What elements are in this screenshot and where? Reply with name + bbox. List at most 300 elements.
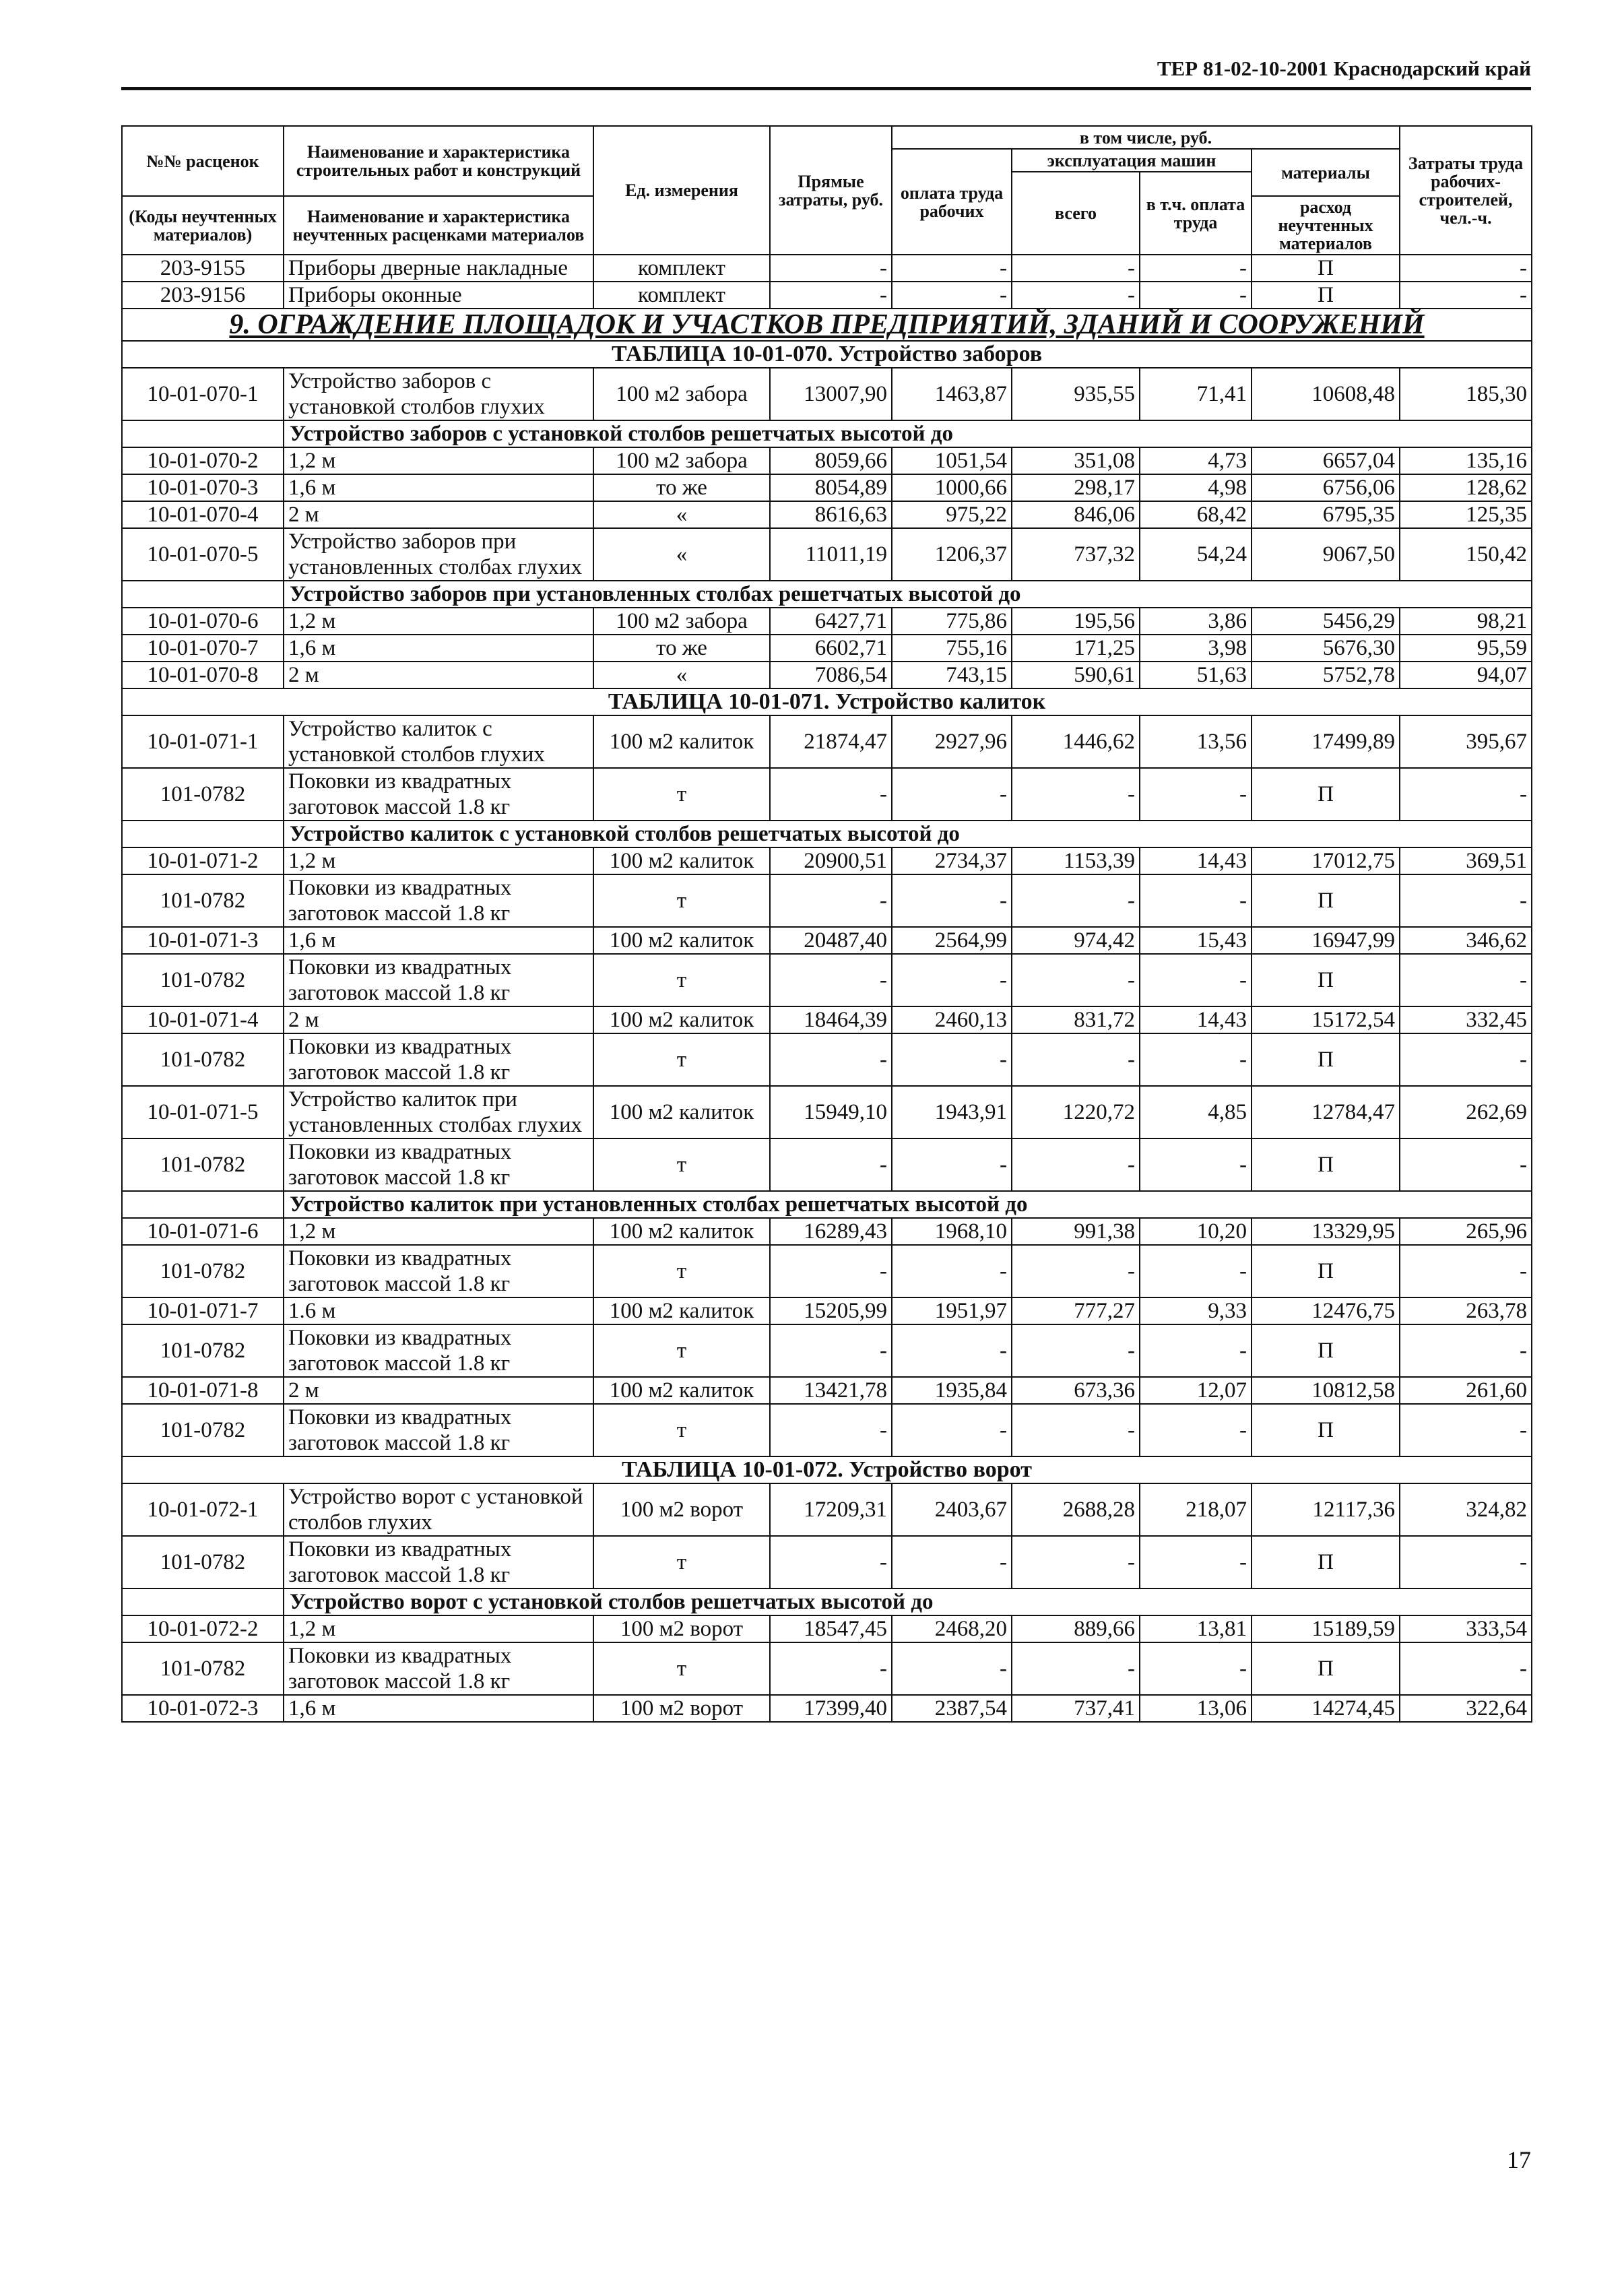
machines-total: 935,55 bbox=[1012, 368, 1140, 420]
labor-pay: - bbox=[892, 954, 1012, 1006]
unit-of-measure: 100 м2 калиток bbox=[593, 1218, 770, 1245]
direct-costs: - bbox=[770, 874, 892, 927]
labor-pay: 755,16 bbox=[892, 635, 1012, 662]
work-name: 2 м bbox=[284, 1006, 593, 1033]
machines-labor: 51,63 bbox=[1140, 662, 1252, 688]
rate-code: 10-01-071-6 bbox=[122, 1218, 284, 1245]
group-code-cell bbox=[122, 821, 284, 847]
materials-cost: П bbox=[1252, 255, 1400, 282]
machines-total: - bbox=[1012, 1324, 1140, 1377]
materials-cost: 9067,50 bbox=[1252, 528, 1400, 581]
table-row bbox=[122, 715, 1532, 768]
col-labor-pay: оплата труда рабочих bbox=[892, 149, 1012, 255]
labor-pay: 1951,97 bbox=[892, 1297, 1012, 1324]
labor-pay: 1206,37 bbox=[892, 528, 1012, 581]
work-name: Поковки из квадратных заготовок массой 1.8 кг bbox=[284, 768, 593, 821]
group-code-cell bbox=[122, 1191, 284, 1218]
machines-labor: 3,98 bbox=[1140, 635, 1252, 662]
labor-pay: 743,15 bbox=[892, 662, 1012, 688]
labor-hours: 98,21 bbox=[1400, 608, 1532, 635]
table-row bbox=[122, 1404, 1532, 1456]
table-header bbox=[122, 126, 1532, 255]
labor-pay: 2387,54 bbox=[892, 1695, 1012, 1722]
rate-code: 10-01-071-3 bbox=[122, 927, 284, 954]
rate-code: 10-01-072-1 bbox=[122, 1483, 284, 1536]
machines-labor: - bbox=[1140, 1536, 1252, 1588]
rates-table bbox=[121, 125, 1532, 1723]
direct-costs: 7086,54 bbox=[770, 662, 892, 688]
labor-hours: - bbox=[1400, 282, 1532, 309]
work-name: Поковки из квадратных заготовок массой 1.8 кг bbox=[284, 1642, 593, 1695]
materials-cost: 17012,75 bbox=[1252, 847, 1400, 874]
labor-pay: 1968,10 bbox=[892, 1218, 1012, 1245]
materials-cost: 5456,29 bbox=[1252, 608, 1400, 635]
machines-labor: 12,07 bbox=[1140, 1377, 1252, 1404]
work-name: 1,6 м bbox=[284, 635, 593, 662]
table-row bbox=[122, 528, 1532, 581]
machines-total: 974,42 bbox=[1012, 927, 1140, 954]
materials-cost: П bbox=[1252, 1404, 1400, 1456]
direct-costs: - bbox=[770, 282, 892, 309]
unit-of-measure: комплект bbox=[593, 282, 770, 309]
table-row bbox=[122, 447, 1532, 474]
labor-pay: 2564,99 bbox=[892, 927, 1012, 954]
machines-total: 171,25 bbox=[1012, 635, 1140, 662]
machines-labor: 68,42 bbox=[1140, 501, 1252, 528]
unit-of-measure: 100 м2 калиток bbox=[593, 927, 770, 954]
direct-costs: 11011,19 bbox=[770, 528, 892, 581]
rate-code: 10-01-070-5 bbox=[122, 528, 284, 581]
work-name: Поковки из квадратных заготовок массой 1.8 кг bbox=[284, 1404, 593, 1456]
rate-code: 10-01-070-7 bbox=[122, 635, 284, 662]
direct-costs: 8616,63 bbox=[770, 501, 892, 528]
col-direct: Прямые затраты, руб. bbox=[770, 126, 892, 255]
machines-labor: 13,06 bbox=[1140, 1695, 1252, 1722]
table-row bbox=[122, 1324, 1532, 1377]
machines-labor: 3,86 bbox=[1140, 608, 1252, 635]
col-name-bottom: Наименование и характеристика неучтенных расценками материалов bbox=[284, 196, 593, 255]
labor-hours: - bbox=[1400, 255, 1532, 282]
rate-code: 10-01-071-7 bbox=[122, 1297, 284, 1324]
machines-total: 991,38 bbox=[1012, 1218, 1140, 1245]
direct-costs: 18464,39 bbox=[770, 1006, 892, 1033]
rate-code: 101-0782 bbox=[122, 768, 284, 821]
table-row bbox=[122, 1218, 1532, 1245]
labor-hours: - bbox=[1400, 1642, 1532, 1695]
group-row bbox=[122, 581, 1532, 608]
section-heading: 9. ОГРАЖДЕНИЕ ПЛОЩАДОК И УЧАСТКОВ ПРЕДПРИЯТИЙ, ЗДАНИЙ И СООРУЖЕНИЙ bbox=[122, 309, 1532, 341]
machines-labor: 4,98 bbox=[1140, 474, 1252, 501]
labor-hours: 369,51 bbox=[1400, 847, 1532, 874]
table-row bbox=[122, 255, 1532, 282]
machines-labor: 218,07 bbox=[1140, 1483, 1252, 1536]
labor-hours: 395,67 bbox=[1400, 715, 1532, 768]
machines-labor: - bbox=[1140, 1245, 1252, 1297]
machines-labor: 4,85 bbox=[1140, 1086, 1252, 1138]
work-name: Поковки из квадратных заготовок массой 1.8 кг bbox=[284, 1033, 593, 1086]
col-unit: Ед. измерения bbox=[593, 126, 770, 255]
work-name: 1,2 м bbox=[284, 447, 593, 474]
materials-cost: 16947,99 bbox=[1252, 927, 1400, 954]
work-name: Приборы дверные накладные bbox=[284, 255, 593, 282]
unit-of-measure: « bbox=[593, 528, 770, 581]
machines-labor: 13,81 bbox=[1140, 1615, 1252, 1642]
page-number: 17 bbox=[1507, 2146, 1531, 2173]
machines-total: 737,32 bbox=[1012, 528, 1140, 581]
materials-cost: 6756,06 bbox=[1252, 474, 1400, 501]
rate-code: 10-01-072-3 bbox=[122, 1695, 284, 1722]
table-row bbox=[122, 662, 1532, 688]
direct-costs: - bbox=[770, 954, 892, 1006]
work-name: 1,2 м bbox=[284, 608, 593, 635]
labor-hours: 262,69 bbox=[1400, 1086, 1532, 1138]
work-name: 2 м bbox=[284, 662, 593, 688]
unit-of-measure: 100 м2 калиток bbox=[593, 1377, 770, 1404]
materials-cost: 15189,59 bbox=[1252, 1615, 1400, 1642]
col-labor-hours: Затраты труда рабочих-строителей, чел.-ч. bbox=[1400, 126, 1532, 255]
direct-costs: 17209,31 bbox=[770, 1483, 892, 1536]
direct-costs: - bbox=[770, 1033, 892, 1086]
machines-total: 1446,62 bbox=[1012, 715, 1140, 768]
table-row bbox=[122, 635, 1532, 662]
machines-labor: - bbox=[1140, 255, 1252, 282]
col-materials: материалы bbox=[1252, 149, 1400, 196]
unit-of-measure: 100 м2 забора bbox=[593, 608, 770, 635]
work-name: 1,2 м bbox=[284, 1218, 593, 1245]
table-title: ТАБЛИЦА 10-01-070. Устройство заборов bbox=[122, 341, 1532, 368]
work-name: 1,2 м bbox=[284, 1615, 593, 1642]
unit-of-measure: т bbox=[593, 768, 770, 821]
table-title-row bbox=[122, 688, 1532, 715]
work-name: Устройство заборов с установкой столбов глухих bbox=[284, 368, 593, 420]
group-code-cell bbox=[122, 581, 284, 608]
machines-total: 298,17 bbox=[1012, 474, 1140, 501]
machines-labor: - bbox=[1140, 1404, 1252, 1456]
machines-labor: - bbox=[1140, 768, 1252, 821]
group-row bbox=[122, 420, 1532, 447]
group-row bbox=[122, 1588, 1532, 1615]
labor-hours: - bbox=[1400, 1138, 1532, 1191]
work-name: 2 м bbox=[284, 1377, 593, 1404]
labor-hours: 265,96 bbox=[1400, 1218, 1532, 1245]
unit-of-measure: т bbox=[593, 1404, 770, 1456]
materials-cost: 17499,89 bbox=[1252, 715, 1400, 768]
materials-cost: 10608,48 bbox=[1252, 368, 1400, 420]
machines-labor: 4,73 bbox=[1140, 447, 1252, 474]
rate-code: 10-01-071-4 bbox=[122, 1006, 284, 1033]
machines-total: - bbox=[1012, 282, 1140, 309]
machines-labor: 14,43 bbox=[1140, 847, 1252, 874]
rate-code: 101-0782 bbox=[122, 874, 284, 927]
machines-total: - bbox=[1012, 1138, 1140, 1191]
direct-costs: 18547,45 bbox=[770, 1615, 892, 1642]
materials-cost: П bbox=[1252, 282, 1400, 309]
col-materials-sub: расход неучтенных материалов bbox=[1252, 196, 1400, 255]
direct-costs: 13007,90 bbox=[770, 368, 892, 420]
labor-pay: 2403,67 bbox=[892, 1483, 1012, 1536]
labor-hours: 322,64 bbox=[1400, 1695, 1532, 1722]
rate-code: 203-9156 bbox=[122, 282, 284, 309]
materials-cost: 5676,30 bbox=[1252, 635, 1400, 662]
table-row bbox=[122, 927, 1532, 954]
work-name: 1.6 м bbox=[284, 1297, 593, 1324]
unit-of-measure: то же bbox=[593, 474, 770, 501]
machines-labor: 10,20 bbox=[1140, 1218, 1252, 1245]
materials-cost: П bbox=[1252, 768, 1400, 821]
table-row bbox=[122, 608, 1532, 635]
labor-hours: - bbox=[1400, 1033, 1532, 1086]
table-row bbox=[122, 1483, 1532, 1536]
labor-hours: 261,60 bbox=[1400, 1377, 1532, 1404]
direct-costs: - bbox=[770, 255, 892, 282]
machines-total: - bbox=[1012, 874, 1140, 927]
table-row bbox=[122, 874, 1532, 927]
table-row bbox=[122, 1006, 1532, 1033]
work-name: Устройство калиток при установленных столбах глухих bbox=[284, 1086, 593, 1138]
group-row bbox=[122, 1191, 1532, 1218]
direct-costs: - bbox=[770, 1245, 892, 1297]
table-title: ТАБЛИЦА 10-01-071. Устройство калиток bbox=[122, 688, 1532, 715]
machines-total: - bbox=[1012, 954, 1140, 1006]
unit-of-measure: « bbox=[593, 501, 770, 528]
rate-code: 101-0782 bbox=[122, 1324, 284, 1377]
materials-cost: П bbox=[1252, 1245, 1400, 1297]
materials-cost: 5752,78 bbox=[1252, 662, 1400, 688]
labor-pay: - bbox=[892, 1536, 1012, 1588]
labor-hours: - bbox=[1400, 1245, 1532, 1297]
rate-code: 101-0782 bbox=[122, 1033, 284, 1086]
direct-costs: - bbox=[770, 1324, 892, 1377]
work-name: Приборы оконные bbox=[284, 282, 593, 309]
table-row bbox=[122, 1536, 1532, 1588]
machines-labor: 14,43 bbox=[1140, 1006, 1252, 1033]
machines-total: 351,08 bbox=[1012, 447, 1140, 474]
machines-total: - bbox=[1012, 1033, 1140, 1086]
unit-of-measure: 100 м2 калиток bbox=[593, 1006, 770, 1033]
labor-hours: 185,30 bbox=[1400, 368, 1532, 420]
materials-cost: 15172,54 bbox=[1252, 1006, 1400, 1033]
work-name: Поковки из квадратных заготовок массой 1.8 кг bbox=[284, 1245, 593, 1297]
work-name: Устройство калиток с установкой столбов глухих bbox=[284, 715, 593, 768]
machines-total: - bbox=[1012, 1536, 1140, 1588]
table-row bbox=[122, 501, 1532, 528]
group-code-cell bbox=[122, 420, 284, 447]
machines-total: 831,72 bbox=[1012, 1006, 1140, 1033]
machines-total: 737,41 bbox=[1012, 1695, 1140, 1722]
rate-code: 101-0782 bbox=[122, 1245, 284, 1297]
machines-total: 673,36 bbox=[1012, 1377, 1140, 1404]
materials-cost: 12476,75 bbox=[1252, 1297, 1400, 1324]
direct-costs: 13421,78 bbox=[770, 1377, 892, 1404]
col-code-bottom: (Коды неучтенных материалов) bbox=[122, 196, 284, 255]
machines-total: 889,66 bbox=[1012, 1615, 1140, 1642]
machines-total: 195,56 bbox=[1012, 608, 1140, 635]
table-body bbox=[122, 255, 1532, 1722]
col-code-top: №№ расценок bbox=[122, 126, 284, 196]
rate-code: 10-01-070-1 bbox=[122, 368, 284, 420]
rate-code: 10-01-072-2 bbox=[122, 1615, 284, 1642]
table-title-row bbox=[122, 1456, 1532, 1483]
direct-costs: 20487,40 bbox=[770, 927, 892, 954]
labor-pay: 1463,87 bbox=[892, 368, 1012, 420]
labor-hours: 333,54 bbox=[1400, 1615, 1532, 1642]
rate-code: 101-0782 bbox=[122, 1138, 284, 1191]
labor-pay: 775,86 bbox=[892, 608, 1012, 635]
labor-pay: - bbox=[892, 768, 1012, 821]
table-row bbox=[122, 1138, 1532, 1191]
work-name: Поковки из квадратных заготовок массой 1.8 кг bbox=[284, 1138, 593, 1191]
machines-labor: - bbox=[1140, 1138, 1252, 1191]
unit-of-measure: 100 м2 калиток bbox=[593, 1086, 770, 1138]
rate-code: 10-01-071-2 bbox=[122, 847, 284, 874]
machines-total: 1220,72 bbox=[1012, 1086, 1140, 1138]
direct-costs: 20900,51 bbox=[770, 847, 892, 874]
direct-costs: 21874,47 bbox=[770, 715, 892, 768]
col-machines-labor: в т.ч. оплата труда bbox=[1140, 172, 1252, 255]
machines-labor: - bbox=[1140, 1324, 1252, 1377]
machines-labor: - bbox=[1140, 1642, 1252, 1695]
rate-code: 101-0782 bbox=[122, 1404, 284, 1456]
labor-pay: - bbox=[892, 874, 1012, 927]
labor-hours: - bbox=[1400, 768, 1532, 821]
direct-costs: 8054,89 bbox=[770, 474, 892, 501]
group-heading: Устройство ворот с установкой столбов решетчатых высотой до bbox=[284, 1588, 1532, 1615]
labor-pay: - bbox=[892, 282, 1012, 309]
table-row bbox=[122, 1245, 1532, 1297]
rate-code: 10-01-070-3 bbox=[122, 474, 284, 501]
labor-pay: 1943,91 bbox=[892, 1086, 1012, 1138]
labor-pay: - bbox=[892, 1138, 1012, 1191]
unit-of-measure: т bbox=[593, 874, 770, 927]
labor-pay: - bbox=[892, 1404, 1012, 1456]
unit-of-measure: комплект bbox=[593, 255, 770, 282]
unit-of-measure: то же bbox=[593, 635, 770, 662]
labor-pay: 975,22 bbox=[892, 501, 1012, 528]
materials-cost: 12117,36 bbox=[1252, 1483, 1400, 1536]
unit-of-measure: 100 м2 ворот bbox=[593, 1695, 770, 1722]
unit-of-measure: 100 м2 забора bbox=[593, 447, 770, 474]
materials-cost: П bbox=[1252, 1033, 1400, 1086]
rate-code: 101-0782 bbox=[122, 954, 284, 1006]
work-name: Поковки из квадратных заготовок массой 1.8 кг bbox=[284, 954, 593, 1006]
direct-costs: 15949,10 bbox=[770, 1086, 892, 1138]
direct-costs: - bbox=[770, 768, 892, 821]
machines-labor: 15,43 bbox=[1140, 927, 1252, 954]
group-heading: Устройство заборов при установленных столбах решетчатых высотой до bbox=[284, 581, 1532, 608]
work-name: Поковки из квадратных заготовок массой 1.8 кг bbox=[284, 874, 593, 927]
table-row bbox=[122, 368, 1532, 420]
direct-costs: 8059,66 bbox=[770, 447, 892, 474]
table-row bbox=[122, 1297, 1532, 1324]
unit-of-measure: 100 м2 калиток bbox=[593, 715, 770, 768]
unit-of-measure: т bbox=[593, 954, 770, 1006]
unit-of-measure: т bbox=[593, 1536, 770, 1588]
group-code-cell bbox=[122, 1588, 284, 1615]
machines-total: 846,06 bbox=[1012, 501, 1140, 528]
labor-hours: - bbox=[1400, 1536, 1532, 1588]
direct-costs: 15205,99 bbox=[770, 1297, 892, 1324]
rate-code: 10-01-071-5 bbox=[122, 1086, 284, 1138]
materials-cost: 13329,95 bbox=[1252, 1218, 1400, 1245]
materials-cost: П bbox=[1252, 954, 1400, 1006]
table-row bbox=[122, 847, 1532, 874]
labor-pay: - bbox=[892, 1245, 1012, 1297]
labor-pay: 2734,37 bbox=[892, 847, 1012, 874]
labor-hours: 332,45 bbox=[1400, 1006, 1532, 1033]
rate-code: 10-01-071-1 bbox=[122, 715, 284, 768]
machines-labor: - bbox=[1140, 282, 1252, 309]
unit-of-measure: т bbox=[593, 1245, 770, 1297]
table-row bbox=[122, 474, 1532, 501]
machines-labor: 54,24 bbox=[1140, 528, 1252, 581]
group-row bbox=[122, 821, 1532, 847]
work-name: 1,6 м bbox=[284, 474, 593, 501]
col-incl: в том числе, руб. bbox=[892, 126, 1400, 149]
group-heading: Устройство калиток с установкой столбов решетчатых высотой до bbox=[284, 821, 1532, 847]
group-heading: Устройство заборов с установкой столбов решетчатых высотой до bbox=[284, 420, 1532, 447]
materials-cost: 10812,58 bbox=[1252, 1377, 1400, 1404]
labor-hours: 125,35 bbox=[1400, 501, 1532, 528]
unit-of-measure: « bbox=[593, 662, 770, 688]
machines-labor: - bbox=[1140, 1033, 1252, 1086]
materials-cost: П bbox=[1252, 874, 1400, 927]
table-title: ТАБЛИЦА 10-01-072. Устройство ворот bbox=[122, 1456, 1532, 1483]
labor-pay: - bbox=[892, 1642, 1012, 1695]
labor-hours: 346,62 bbox=[1400, 927, 1532, 954]
rate-code: 10-01-070-6 bbox=[122, 608, 284, 635]
table-row bbox=[122, 1615, 1532, 1642]
unit-of-measure: т bbox=[593, 1138, 770, 1191]
col-machines-total: всего bbox=[1012, 172, 1140, 255]
labor-hours: - bbox=[1400, 1324, 1532, 1377]
labor-hours: - bbox=[1400, 954, 1532, 1006]
header-rule bbox=[121, 87, 1531, 90]
machines-labor: - bbox=[1140, 954, 1252, 1006]
direct-costs: 6602,71 bbox=[770, 635, 892, 662]
direct-costs: - bbox=[770, 1138, 892, 1191]
rate-code: 101-0782 bbox=[122, 1642, 284, 1695]
work-name: 2 м bbox=[284, 501, 593, 528]
direct-costs: 17399,40 bbox=[770, 1695, 892, 1722]
machines-labor: 13,56 bbox=[1140, 715, 1252, 768]
labor-pay: - bbox=[892, 1324, 1012, 1377]
rate-code: 10-01-070-4 bbox=[122, 501, 284, 528]
labor-hours: 324,82 bbox=[1400, 1483, 1532, 1536]
direct-costs: 6427,71 bbox=[770, 608, 892, 635]
unit-of-measure: т bbox=[593, 1642, 770, 1695]
labor-pay: 2927,96 bbox=[892, 715, 1012, 768]
labor-hours: 95,59 bbox=[1400, 635, 1532, 662]
direct-costs: - bbox=[770, 1536, 892, 1588]
labor-pay: 1051,54 bbox=[892, 447, 1012, 474]
materials-cost: П bbox=[1252, 1324, 1400, 1377]
labor-hours: 263,78 bbox=[1400, 1297, 1532, 1324]
work-name: Поковки из квадратных заготовок массой 1.8 кг bbox=[284, 1536, 593, 1588]
unit-of-measure: 100 м2 ворот bbox=[593, 1615, 770, 1642]
work-name: 1,6 м bbox=[284, 1695, 593, 1722]
labor-hours: - bbox=[1400, 1404, 1532, 1456]
materials-cost: П bbox=[1252, 1138, 1400, 1191]
direct-costs: 16289,43 bbox=[770, 1218, 892, 1245]
rate-code: 10-01-071-8 bbox=[122, 1377, 284, 1404]
unit-of-measure: 100 м2 калиток bbox=[593, 1297, 770, 1324]
machines-total: 590,61 bbox=[1012, 662, 1140, 688]
table-row bbox=[122, 1086, 1532, 1138]
labor-hours: 135,16 bbox=[1400, 447, 1532, 474]
labor-pay: 1000,66 bbox=[892, 474, 1012, 501]
materials-cost: 6795,35 bbox=[1252, 501, 1400, 528]
machines-total: - bbox=[1012, 1245, 1140, 1297]
